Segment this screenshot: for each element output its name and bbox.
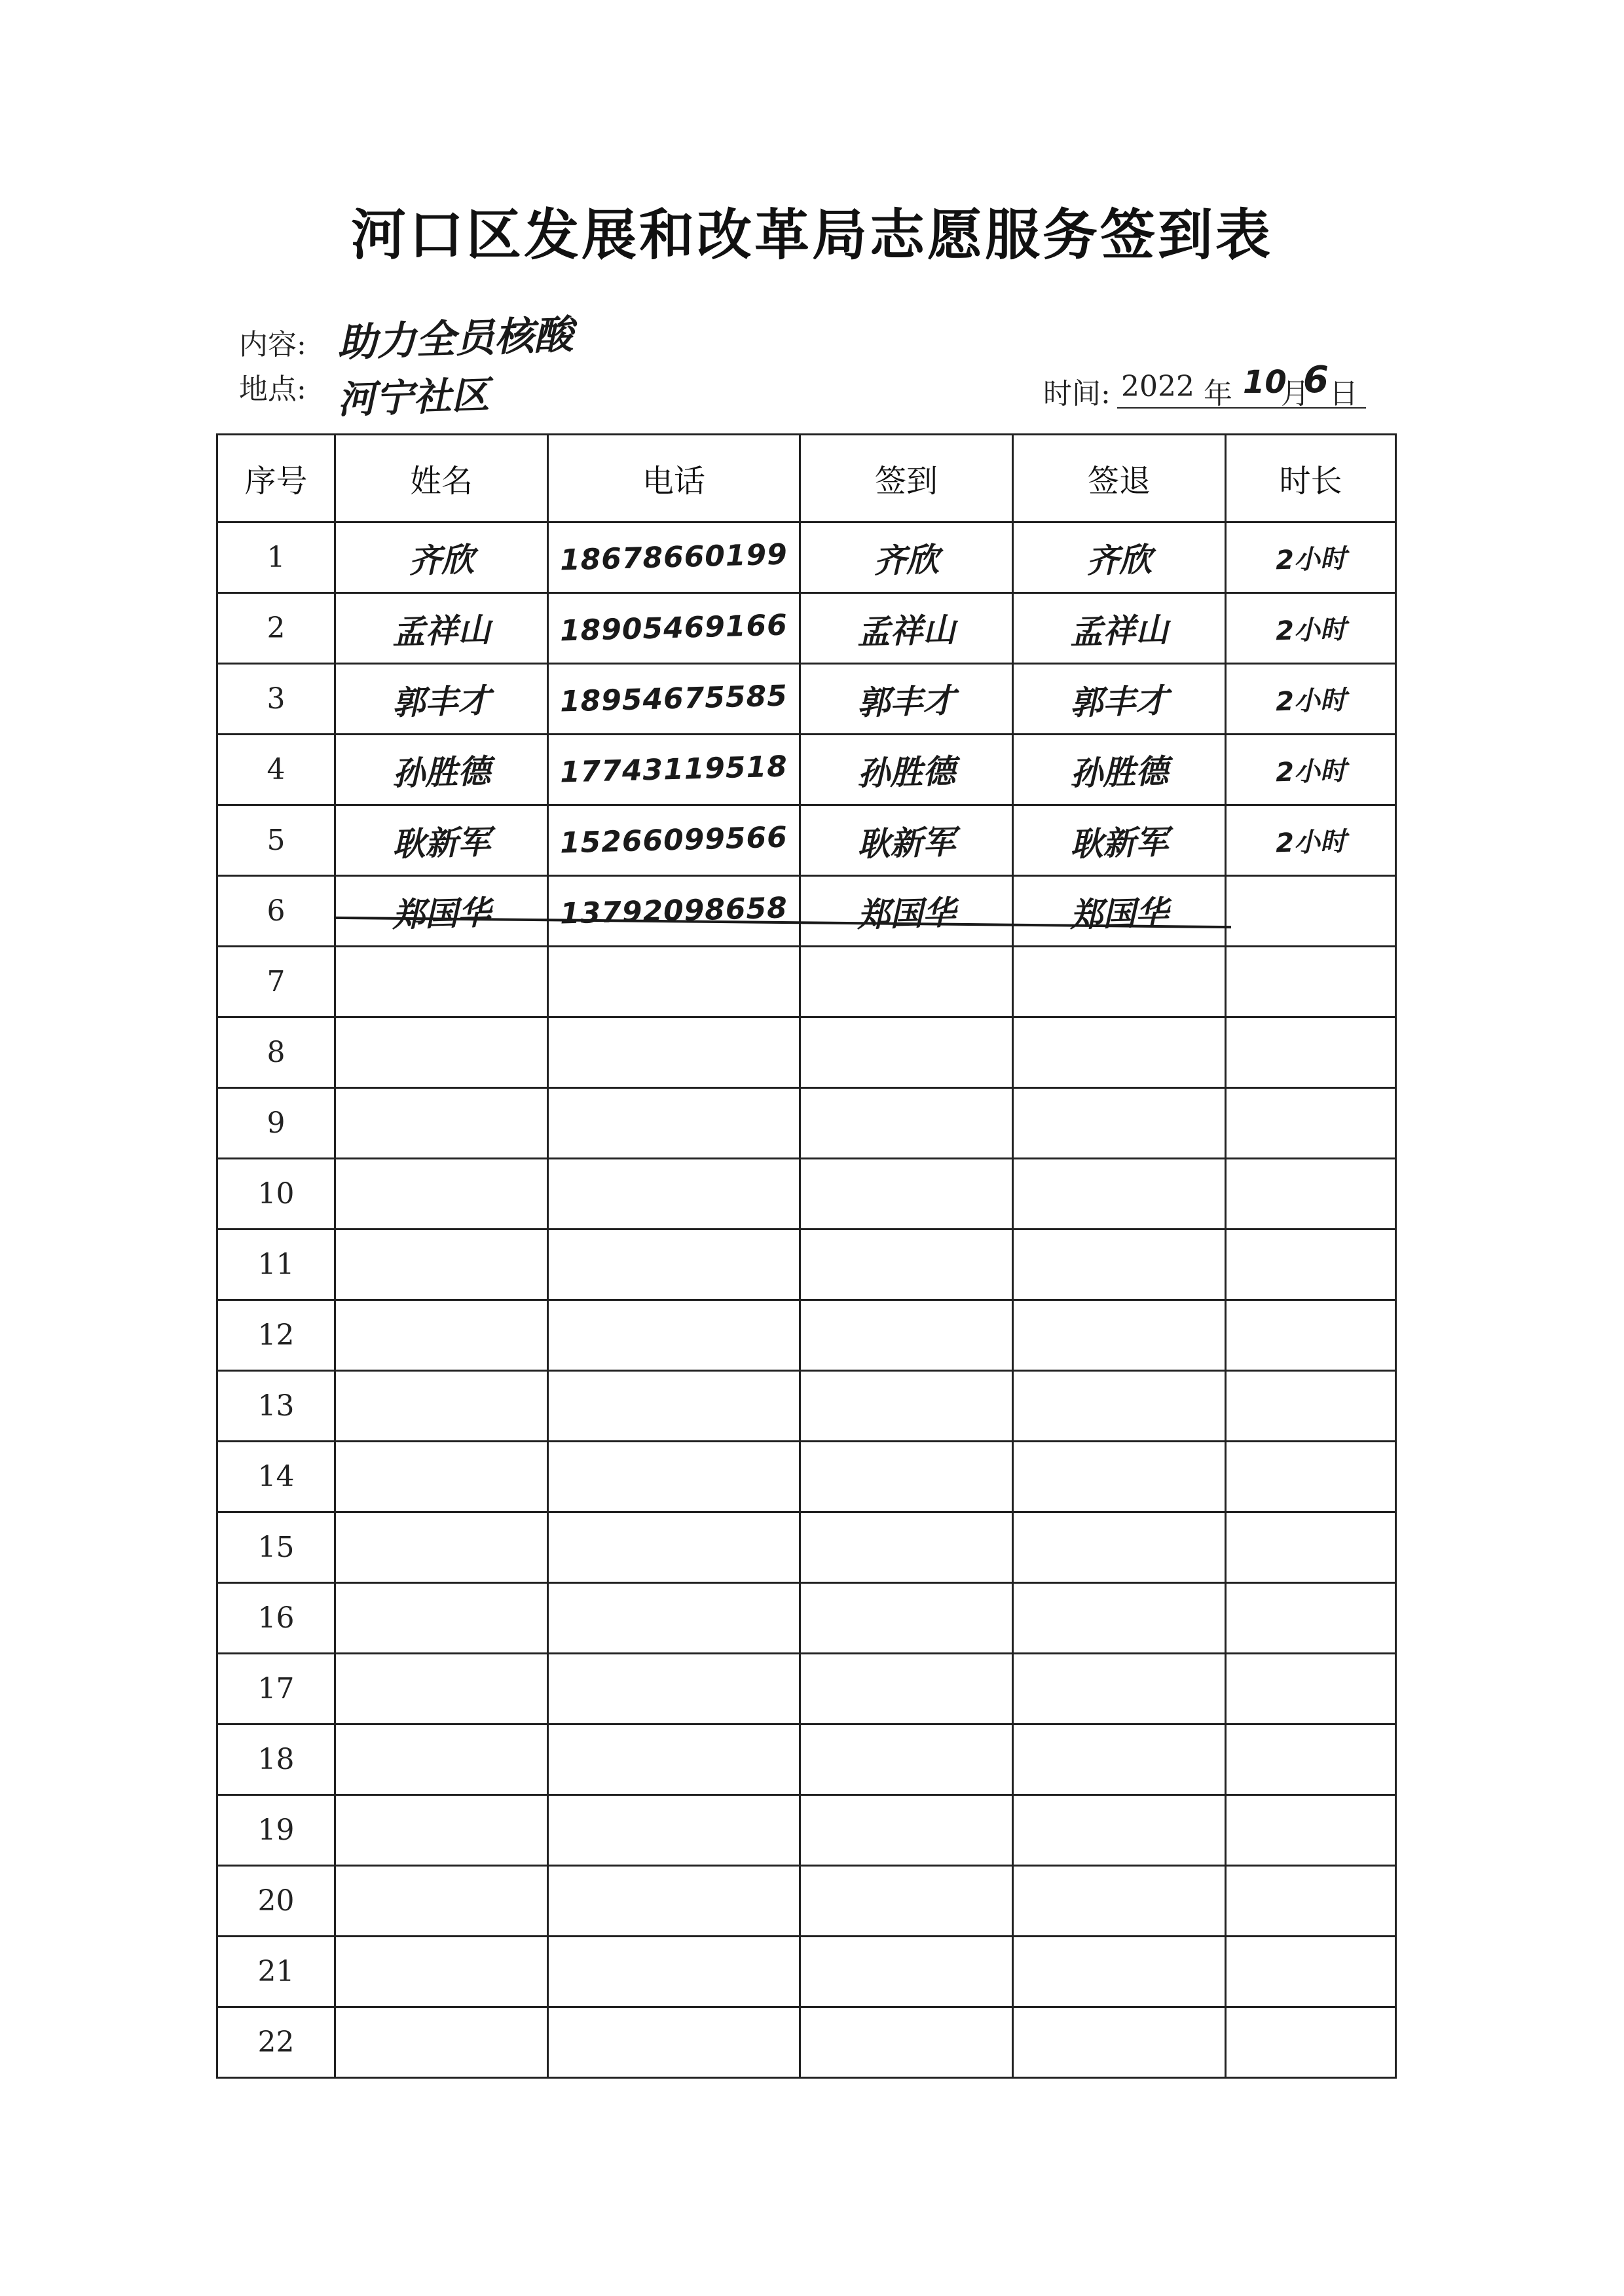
- cell-duration: [1226, 947, 1396, 1017]
- cell-sign-in: [800, 1866, 1013, 1937]
- cell-no: 8: [217, 1017, 335, 1088]
- place-value: 河宁社区: [337, 372, 490, 423]
- cell-sign-in: [800, 1371, 1013, 1442]
- cell-duration: [1226, 1583, 1396, 1654]
- cell-sign-out: [1013, 1371, 1226, 1442]
- cell-name-text: 孙胜德: [392, 752, 491, 793]
- cell-no: 10: [217, 1159, 335, 1230]
- cell-duration: [1226, 1371, 1396, 1442]
- table-row: [217, 1017, 1396, 1088]
- cell-sign-out: [1013, 1512, 1226, 1583]
- cell-duration: [1226, 593, 1396, 664]
- cell-phone: [548, 947, 800, 1017]
- header-name: 姓名: [335, 435, 548, 522]
- cell-no: 6: [217, 876, 335, 947]
- cell-sign-out-text: 耿新军: [1069, 822, 1169, 864]
- cell-duration: [1226, 735, 1396, 805]
- cell-duration: [1226, 1724, 1396, 1795]
- cell-no: 15: [217, 1512, 335, 1583]
- cell-sign-out: [1013, 1724, 1226, 1795]
- table-row: [217, 1230, 1396, 1300]
- cell-sign-in: [800, 1795, 1013, 1866]
- cell-sign-out: [1013, 735, 1226, 805]
- cell-no: 16: [217, 1583, 335, 1654]
- cell-no: 2: [217, 593, 335, 664]
- cell-sign-in: [800, 805, 1013, 876]
- cell-duration: [1226, 1866, 1396, 1937]
- cell-no: 21: [217, 1937, 335, 2007]
- cell-sign-in: [800, 1937, 1013, 2007]
- cell-phone: [548, 805, 800, 876]
- date-year-unit: 年: [1204, 377, 1232, 410]
- cell-no: 9: [217, 1088, 335, 1159]
- cell-phone-text: 18678660199: [559, 538, 788, 577]
- table-row: [217, 1088, 1396, 1159]
- cell-name: [335, 1159, 548, 1230]
- cell-duration: [1226, 1017, 1396, 1088]
- cell-no: 11: [217, 1230, 335, 1300]
- cell-name: [335, 1442, 548, 1512]
- cell-name: [335, 522, 548, 593]
- date-year: 2022: [1121, 370, 1194, 403]
- cell-sign-in: [800, 522, 1013, 593]
- cell-phone: [548, 664, 800, 735]
- cell-sign-out-text: 郭丰才: [1069, 681, 1169, 722]
- cell-sign-out: [1013, 1583, 1226, 1654]
- cell-sign-out: [1013, 1795, 1226, 1866]
- cell-name: [335, 1017, 548, 1088]
- cell-duration: [1226, 805, 1396, 876]
- place-label: 地点:: [239, 373, 306, 406]
- cell-sign-in-text: 孙胜德: [857, 752, 956, 793]
- cell-no: 19: [217, 1795, 335, 1866]
- cell-name: [335, 1230, 548, 1300]
- table-row: [217, 2007, 1396, 2078]
- cell-duration: [1226, 1088, 1396, 1159]
- cell-sign-in: [800, 664, 1013, 735]
- cell-phone: [548, 1159, 800, 1230]
- cell-sign-out: [1013, 1159, 1226, 1230]
- cell-name: [335, 1583, 548, 1654]
- header-duration: 时长: [1226, 435, 1396, 522]
- cell-sign-out: [1013, 876, 1226, 947]
- cell-duration-text: 2小时: [1275, 756, 1347, 788]
- cell-name: [335, 805, 548, 876]
- cell-phone: [548, 1442, 800, 1512]
- cell-phone: [548, 1088, 800, 1159]
- cell-phone: [548, 522, 800, 593]
- cell-no: 13: [217, 1371, 335, 1442]
- cell-sign-out: [1013, 1442, 1226, 1512]
- cell-phone: [548, 1512, 800, 1583]
- cell-duration: [1226, 1795, 1396, 1866]
- time-label: 时间:: [1043, 377, 1111, 410]
- cell-duration: [1226, 522, 1396, 593]
- date-day-unit: 日: [1329, 377, 1358, 410]
- cell-duration: [1226, 1442, 1396, 1512]
- cell-phone: [548, 1866, 800, 1937]
- cell-name-text: 郑国华: [392, 893, 491, 934]
- cell-name-text: 耿新军: [392, 822, 491, 864]
- cell-phone: [548, 1300, 800, 1371]
- cell-duration: [1226, 1654, 1396, 1724]
- table-row: [217, 1371, 1396, 1442]
- cell-duration-text: 2小时: [1275, 685, 1347, 718]
- cell-sign-out: [1013, 593, 1226, 664]
- cell-sign-in-text: 郭丰才: [857, 681, 956, 722]
- cell-name: [335, 735, 548, 805]
- cell-name: [335, 2007, 548, 2078]
- cell-duration: [1226, 2007, 1396, 2078]
- cell-duration: [1226, 876, 1396, 947]
- cell-sign-in: [800, 1230, 1013, 1300]
- date-month: 10: [1243, 364, 1287, 401]
- cell-no: 3: [217, 664, 335, 735]
- table-row: [217, 876, 1396, 947]
- cell-no: 4: [217, 735, 335, 805]
- cell-sign-in: [800, 1159, 1013, 1230]
- cell-phone-text: 13792098658: [559, 891, 788, 931]
- cell-phone: [548, 1371, 800, 1442]
- content-label: 内容:: [239, 328, 306, 361]
- cell-name: [335, 593, 548, 664]
- content-value: 助力全员核酸: [337, 312, 574, 367]
- cell-sign-out: [1013, 1230, 1226, 1300]
- cell-sign-in: [800, 1654, 1013, 1724]
- cell-sign-in: [800, 735, 1013, 805]
- cell-no: 17: [217, 1654, 335, 1724]
- header-phone: 电话: [548, 435, 800, 522]
- table-row: [217, 1654, 1396, 1724]
- header-no: 序号: [217, 435, 335, 522]
- cell-sign-in-text: 齐欣: [873, 540, 940, 580]
- table-row: [217, 664, 1396, 735]
- cell-sign-in-text: 郑国华: [857, 893, 956, 934]
- cell-sign-in: [800, 1442, 1013, 1512]
- cell-phone: [548, 876, 800, 947]
- cell-name: [335, 1512, 548, 1583]
- cell-phone-text: 17743119518: [559, 750, 788, 790]
- date-month-unit: 月: [1281, 377, 1310, 410]
- cell-phone: [548, 1230, 800, 1300]
- cell-name: [335, 1654, 548, 1724]
- cell-no: 22: [217, 2007, 335, 2078]
- cell-phone: [548, 1017, 800, 1088]
- cell-sign-out: [1013, 1300, 1226, 1371]
- cell-sign-in: [800, 1088, 1013, 1159]
- table-row: [217, 1512, 1396, 1583]
- cell-phone: [548, 593, 800, 664]
- cell-name: [335, 1724, 548, 1795]
- cell-sign-out-text: 齐欣: [1086, 540, 1153, 580]
- cell-sign-out: [1013, 522, 1226, 593]
- cell-phone: [548, 1937, 800, 2007]
- cell-sign-in: [800, 947, 1013, 1017]
- cell-sign-out: [1013, 664, 1226, 735]
- header-sign-in: 签到: [800, 435, 1013, 522]
- cell-no: 12: [217, 1300, 335, 1371]
- table-row: [217, 735, 1396, 805]
- cell-name: [335, 1300, 548, 1371]
- cell-sign-in: [800, 1017, 1013, 1088]
- table-row: [217, 593, 1396, 664]
- table-row: [217, 805, 1396, 876]
- cell-duration: [1226, 1159, 1396, 1230]
- table-row: [217, 1724, 1396, 1795]
- table-row: [217, 1300, 1396, 1371]
- table-row: [217, 1159, 1396, 1230]
- cell-sign-out-text: 孟祥山: [1069, 610, 1169, 651]
- cell-duration: [1226, 1300, 1396, 1371]
- cell-duration: [1226, 1937, 1396, 2007]
- cell-name-text: 孟祥山: [392, 610, 491, 651]
- cell-sign-out: [1013, 1654, 1226, 1724]
- cell-name: [335, 1866, 548, 1937]
- cell-sign-out: [1013, 947, 1226, 1017]
- table-row: [217, 1937, 1396, 2007]
- header-sign-out: 签退: [1013, 435, 1226, 522]
- cell-phone-text: 18905469166: [559, 608, 788, 648]
- cell-name: [335, 664, 548, 735]
- cell-name: [335, 1088, 548, 1159]
- cell-duration: [1226, 1230, 1396, 1300]
- table-row: [217, 1442, 1396, 1512]
- cell-sign-out: [1013, 1937, 1226, 2007]
- cell-duration: [1226, 1512, 1396, 1583]
- cell-sign-out: [1013, 1017, 1226, 1088]
- cell-sign-out: [1013, 805, 1226, 876]
- cell-duration-text: 2小时: [1275, 826, 1347, 859]
- cell-sign-in: [800, 593, 1013, 664]
- cell-phone: [548, 2007, 800, 2078]
- cell-sign-in: [800, 2007, 1013, 2078]
- cell-no: 20: [217, 1866, 335, 1937]
- cell-phone: [548, 735, 800, 805]
- date-underline: [1117, 407, 1366, 409]
- cell-sign-in: [800, 1724, 1013, 1795]
- cell-name: [335, 947, 548, 1017]
- cell-sign-out: [1013, 1866, 1226, 1937]
- table-row: [217, 1583, 1396, 1654]
- cell-name: [335, 1937, 548, 2007]
- cell-name: [335, 1795, 548, 1866]
- table-header-row: [217, 435, 1396, 522]
- page-title: 河口区发展和改革局志愿服务签到表: [350, 202, 1273, 267]
- table-row: [217, 522, 1396, 593]
- cell-sign-in: [800, 1512, 1013, 1583]
- cell-phone: [548, 1724, 800, 1795]
- cell-name: [335, 1371, 548, 1442]
- cell-phone: [548, 1795, 800, 1866]
- cell-no: 14: [217, 1442, 335, 1512]
- cell-duration-text: 2小时: [1275, 614, 1347, 647]
- cell-sign-in-text: 孟祥山: [857, 610, 956, 651]
- cell-phone-text: 15266099566: [559, 820, 788, 860]
- date-day: 6: [1303, 359, 1329, 401]
- cell-phone: [548, 1654, 800, 1724]
- cell-sign-in-text: 耿新军: [857, 822, 956, 864]
- table-row: [217, 947, 1396, 1017]
- cell-duration-text: 2小时: [1275, 543, 1347, 576]
- cell-sign-in: [800, 1300, 1013, 1371]
- cell-no: 5: [217, 805, 335, 876]
- cell-sign-out: [1013, 2007, 1226, 2078]
- table-row: [217, 1866, 1396, 1937]
- cell-sign-out-text: 孙胜德: [1069, 752, 1169, 793]
- cell-name-text: 齐欣: [408, 540, 475, 580]
- cell-phone-text: 18954675585: [559, 679, 788, 719]
- cell-sign-in: [800, 1583, 1013, 1654]
- cell-sign-out: [1013, 1088, 1226, 1159]
- cell-duration: [1226, 664, 1396, 735]
- cell-no: 7: [217, 947, 335, 1017]
- cell-name: [335, 876, 548, 947]
- cell-sign-in: [800, 876, 1013, 947]
- table-row: [217, 1795, 1396, 1866]
- cell-no: 18: [217, 1724, 335, 1795]
- sign-in-table: [216, 433, 1397, 2079]
- cell-no: 1: [217, 522, 335, 593]
- cell-name-text: 郭丰才: [392, 681, 491, 722]
- cell-phone: [548, 1583, 800, 1654]
- cell-sign-out-text: 郑国华: [1069, 893, 1169, 934]
